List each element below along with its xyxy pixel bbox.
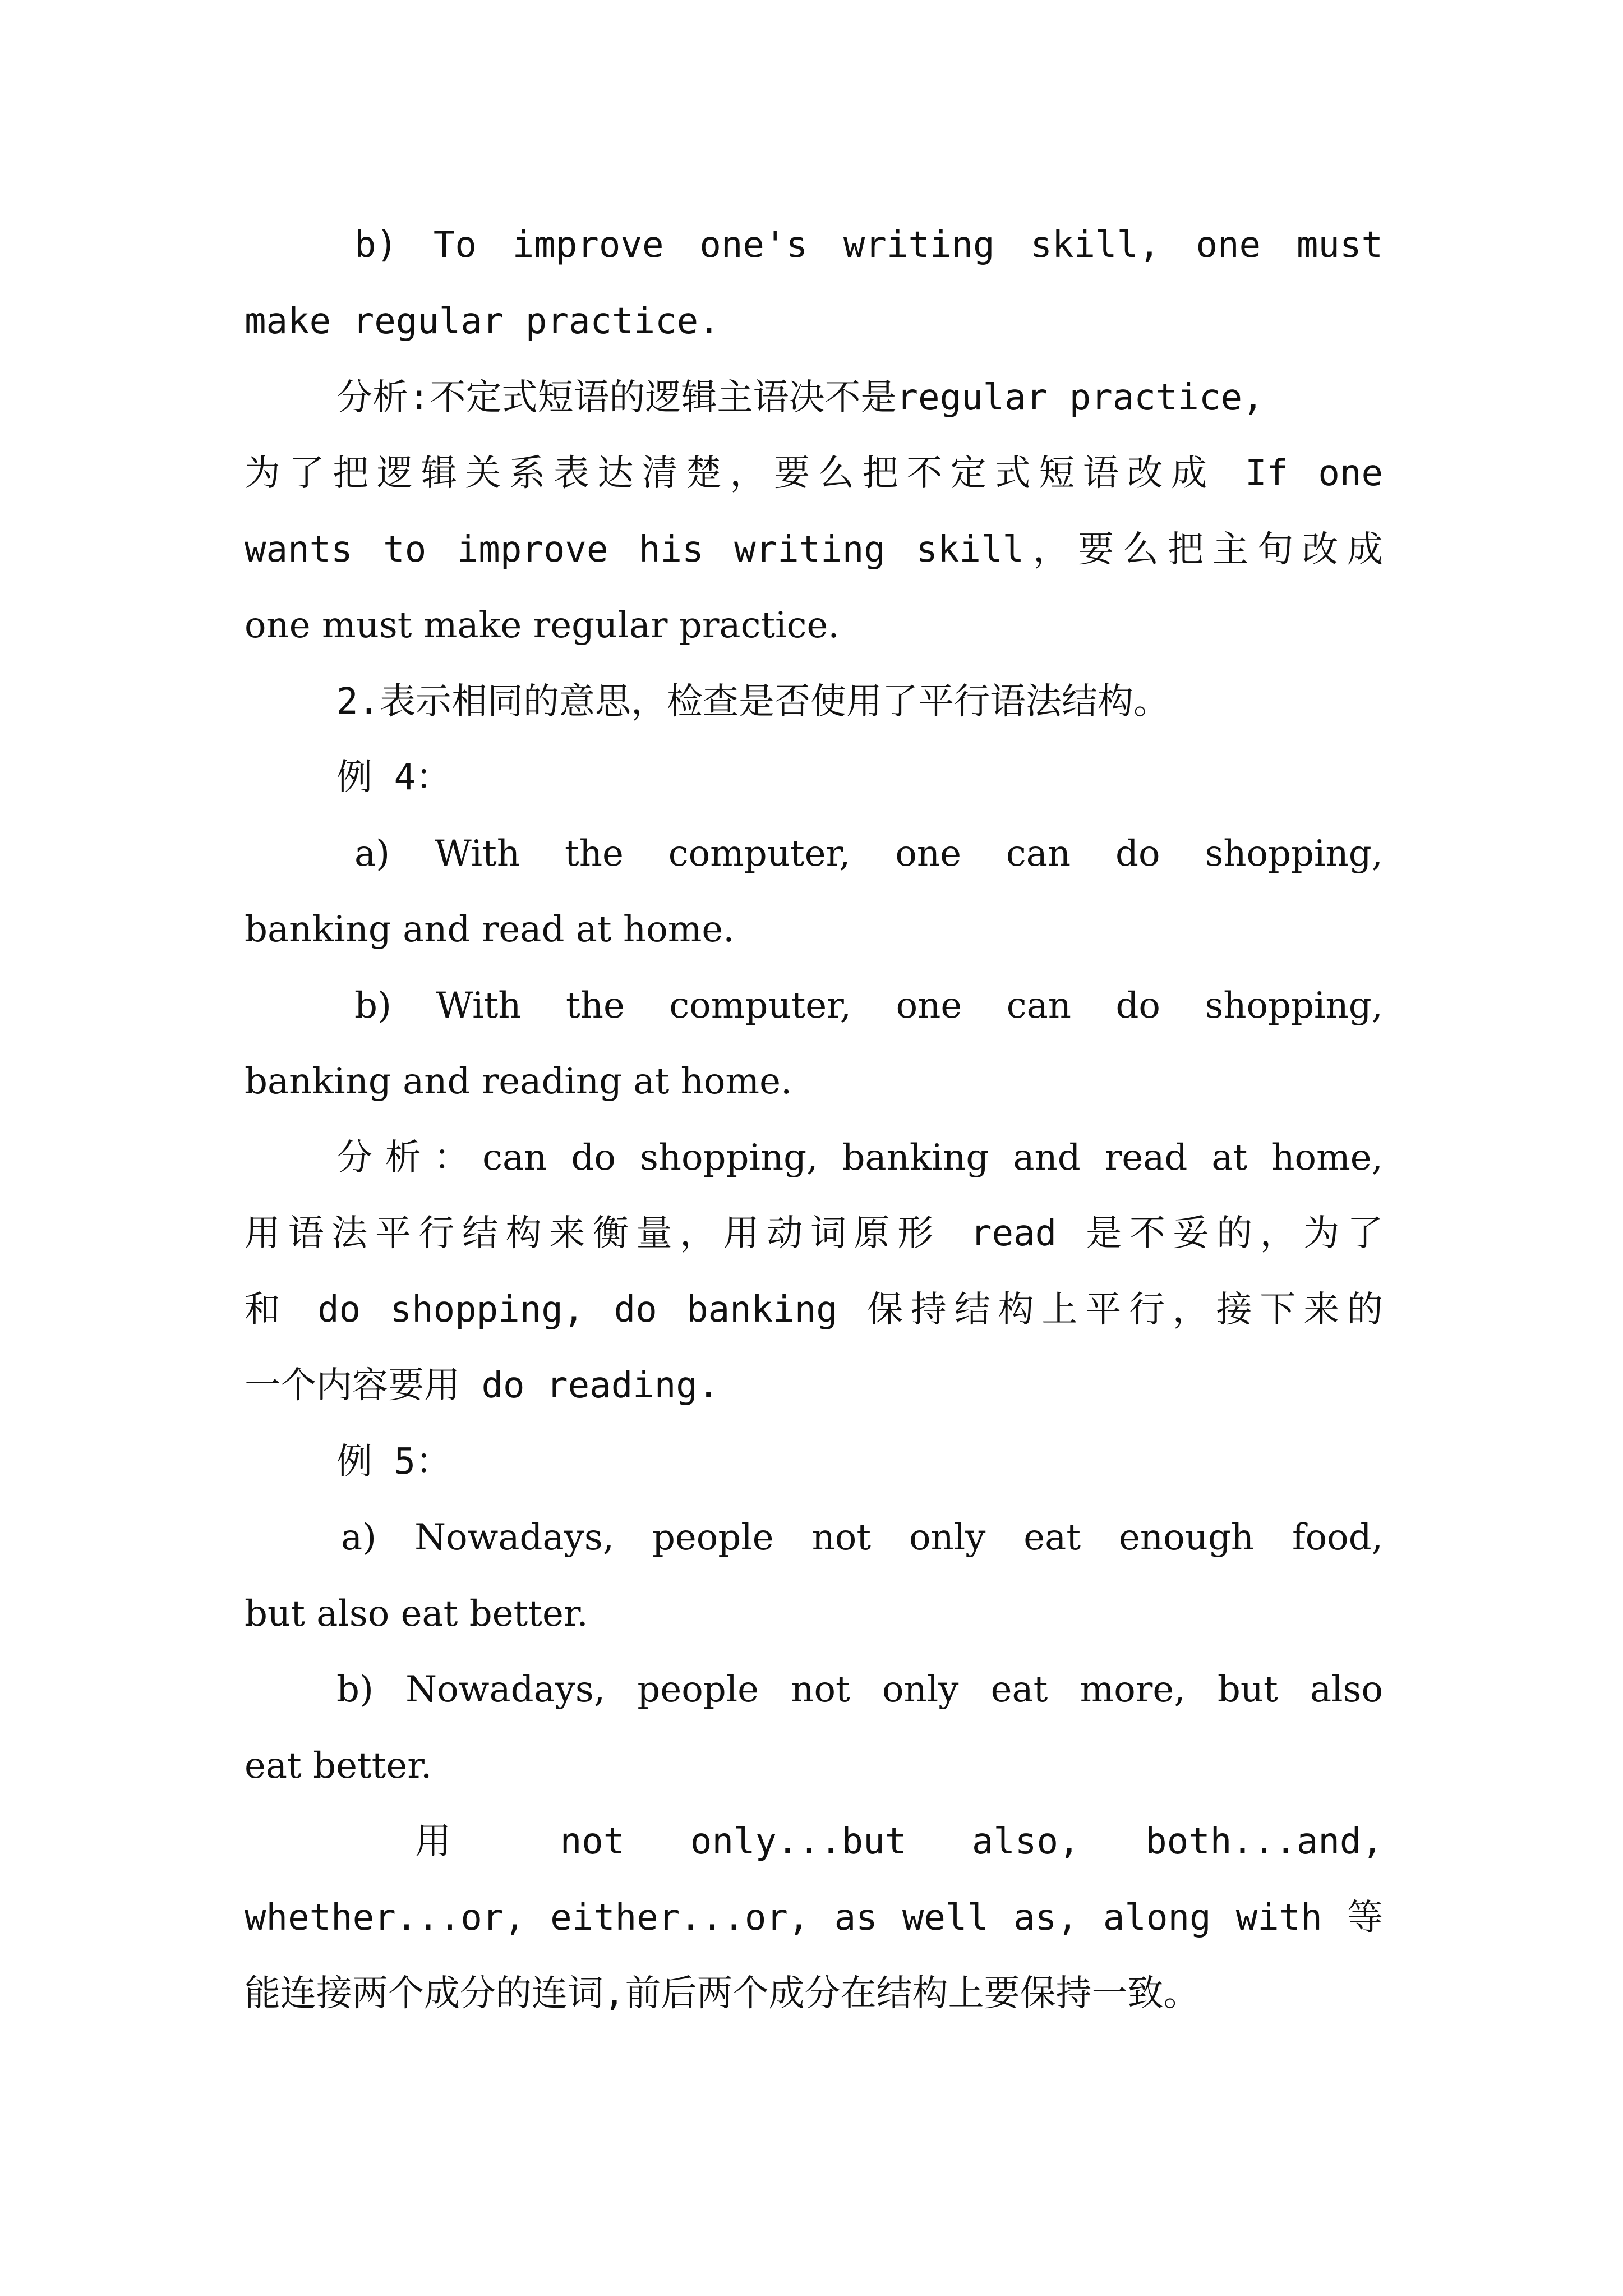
example5-a-line2: but also eat better. [245,1593,588,1635]
example4-a-line1: a) With the computer, one can do shopping, [354,833,1383,875]
analysis3-line4: one must make regular practice. [245,605,840,646]
example4-label: 例 4： [336,757,452,798]
example3-b-line1: b) To improve one's writing skill, one must [354,224,1383,266]
section-heading-parallel: 2.表示相同的意思，检查是否使用了平行语法结构。 [336,681,1170,723]
example4-b-line2: banking and reading at home. [245,1061,792,1102]
example5-a-line1: a) Nowadays, people not only eat enough food, [341,1517,1383,1558]
analysis3-line3: wants to improve his writing skill，要么把主句改成 [245,529,1383,570]
example4-b-line1: b) With the computer, one can do shopping, [354,985,1383,1027]
example3-b-line2: make regular practice. [245,301,720,342]
conclusion-line3: 能连接两个成分的连词,前后两个成分在结构上要保持一致。 [245,1973,1200,2014]
conclusion-line1: 用 not only...but also, both...and, [415,1821,1383,1862]
analysis4-line4: 一个内容要用 do reading. [245,1365,720,1406]
analysis3-line2: 为了把逻辑关系表达清楚，要么把不定式短语改成 If one [245,453,1383,494]
analysis3-line1: 分析:不定式短语的逻辑主语决不是regular practice, [336,377,1264,418]
analysis4-line2: 用语法平行结构来衡量，用动词原形 read 是不妥的，为了 [245,1213,1383,1254]
analysis4-line3: 和 do shopping, do banking 保持结构上平行，接下来的 [245,1289,1383,1331]
example5-b-line2: eat better. [245,1745,432,1787]
conclusion-line2: whether...or, either...or, as well as, along with 等 [245,1897,1383,1939]
example4-a-line2: banking and read at home. [245,909,735,950]
example5-b-line1: b) Nowadays, people not only eat more, but also [336,1669,1383,1710]
example5-label: 例 5： [336,1441,452,1483]
analysis4-line1: 分析：can do shopping, banking and read at home, [336,1137,1383,1179]
